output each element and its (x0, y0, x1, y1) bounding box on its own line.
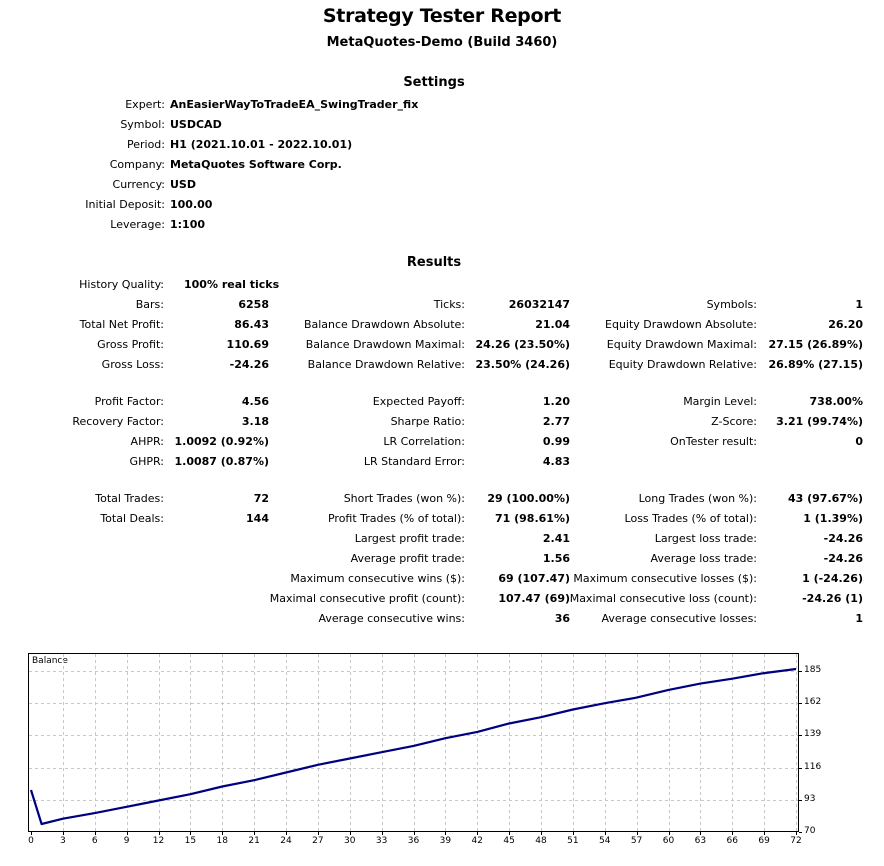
result-label: AHPR: (130, 435, 164, 448)
result-label: Average loss trade: (650, 552, 757, 565)
result-label: Profit Trades (% of total): (327, 512, 465, 525)
result-label: Recovery Factor: (72, 415, 164, 428)
result-value: 26.89% (27.15) (768, 358, 863, 371)
result-value: 100% real ticks (184, 278, 280, 291)
result-label: Total Net Profit: (79, 318, 164, 331)
x-tick-label: 69 (758, 836, 770, 846)
y-tick-label: 70 (804, 826, 816, 836)
chart-title: Balance (32, 656, 68, 666)
result-value: -24.26 (229, 358, 269, 371)
x-tick-label: 45 (503, 836, 515, 846)
result-value: 43 (97.67%) (787, 492, 863, 505)
result-label: GHPR: (129, 455, 164, 468)
result-value: 3.18 (241, 415, 269, 428)
result-value: 3.21 (99.74%) (776, 415, 863, 428)
x-tick-label: 36 (407, 836, 420, 846)
result-label: Balance Drawdown Maximal: (305, 338, 465, 351)
result-label: Largest loss trade: (654, 532, 757, 545)
x-tick-label: 48 (535, 836, 547, 846)
x-tick-label: 72 (790, 836, 802, 846)
result-label: Balance Drawdown Relative: (307, 358, 465, 371)
result-value: -24.26 (1) (802, 592, 863, 605)
y-tick-label: 162 (804, 697, 822, 708)
result-label: Maximum consecutive wins ($): (290, 572, 465, 585)
result-value: 21.04 (535, 318, 570, 331)
results-heading: Results (406, 255, 462, 270)
result-value: 2.77 (542, 415, 570, 428)
result-value: 27.15 (26.89%) (768, 338, 863, 351)
x-tick-label: 63 (694, 836, 707, 846)
result-value: 110.69 (226, 338, 269, 351)
result-value: 1 (855, 298, 863, 311)
result-label: Profit Factor: (94, 395, 164, 408)
settings-label: Company: (109, 158, 165, 171)
result-value: 69 (107.47) (498, 572, 570, 585)
result-label: Average consecutive losses: (601, 612, 757, 625)
result-value: 1.20 (542, 395, 570, 408)
x-tick-label: 30 (344, 836, 356, 846)
settings-heading: Settings (403, 75, 465, 90)
result-value: 1 (1.39%) (803, 512, 863, 525)
y-tick-label: 139 (804, 729, 822, 740)
result-label: Average profit trade: (350, 552, 465, 565)
x-tick-label: 66 (726, 836, 738, 846)
x-tick-label: 21 (248, 836, 260, 846)
settings-label: Leverage: (110, 218, 165, 231)
result-label: LR Standard Error: (363, 455, 465, 468)
x-tick-label: 18 (216, 836, 228, 846)
result-label: Gross Profit: (97, 338, 164, 351)
x-tick-label: 39 (439, 836, 452, 846)
result-label: Z-Score: (711, 415, 757, 428)
x-tick-label: 42 (471, 836, 483, 846)
x-tick-label: 0 (28, 836, 34, 846)
result-label: Ticks: (433, 298, 465, 311)
settings-label: Currency: (112, 178, 165, 191)
result-label: LR Correlation: (383, 435, 465, 448)
result-value: -24.26 (823, 532, 863, 545)
result-value: 72 (253, 492, 269, 505)
result-value: 6258 (238, 298, 269, 311)
report-title: Strategy Tester Report (322, 5, 562, 27)
settings-value: 100.00 (170, 198, 213, 211)
result-value: 1.0087 (0.87%) (174, 455, 269, 468)
result-label: Maximum consecutive losses ($): (573, 572, 757, 585)
result-value: 86.43 (234, 318, 269, 331)
result-label: Largest profit trade: (354, 532, 465, 545)
result-value: 23.50% (24.26) (475, 358, 570, 371)
settings-value: AnEasierWayToTradeEA_SwingTrader_fix (170, 98, 419, 111)
x-tick-label: 3 (60, 836, 66, 846)
result-value: 4.56 (241, 395, 269, 408)
settings-value: MetaQuotes Software Corp. (170, 158, 342, 171)
result-value: -24.26 (823, 552, 863, 565)
settings-value: H1 (2021.10.01 - 2022.10.01) (170, 138, 353, 151)
x-tick-label: 12 (152, 836, 165, 846)
x-tick-label: 51 (567, 836, 579, 846)
result-label: Bars: (135, 298, 164, 311)
x-tick-label: 15 (184, 836, 197, 846)
result-value: 0 (855, 435, 863, 448)
x-tick-label: 54 (599, 836, 611, 846)
result-label: Short Trades (won %): (343, 492, 465, 505)
result-label: Loss Trades (% of total): (624, 512, 757, 525)
x-tick-label: 27 (312, 836, 324, 846)
result-value: 144 (246, 512, 269, 525)
result-label: OnTester result: (670, 435, 757, 448)
result-label: Equity Drawdown Relative: (608, 358, 757, 371)
result-label: Maximal consecutive loss (count): (569, 592, 757, 605)
settings-value: USDCAD (170, 118, 222, 131)
result-label: Total Trades: (95, 492, 164, 505)
result-label: Symbols: (706, 298, 757, 311)
y-tick-label: 116 (804, 761, 822, 772)
result-value: 0.99 (542, 435, 570, 448)
result-label: History Quality: (79, 278, 164, 291)
result-label: Margin Level: (683, 395, 757, 408)
result-label: Sharpe Ratio: (390, 415, 465, 428)
settings-label: Symbol: (120, 118, 165, 131)
settings-label: Initial Deposit: (85, 198, 165, 211)
x-tick-label: 9 (123, 836, 130, 846)
settings-label: Period: (126, 138, 165, 151)
result-label: Maximal consecutive profit (count): (269, 592, 465, 605)
result-value: 71 (98.61%) (494, 512, 570, 525)
result-value: 1.56 (542, 552, 570, 565)
result-value: 26032147 (508, 298, 570, 311)
report-subtitle: MetaQuotes-Demo (Build 3460) (326, 35, 558, 50)
result-label: Total Deals: (100, 512, 164, 525)
result-label: Balance Drawdown Absolute: (303, 318, 465, 331)
settings-label: Expert: (125, 98, 165, 111)
x-tick-label: 33 (375, 836, 388, 846)
result-label: Long Trades (won %): (638, 492, 757, 505)
result-label: Average consecutive wins: (318, 612, 465, 625)
result-value: 107.47 (69) (498, 592, 570, 605)
x-tick-label: 24 (280, 836, 292, 846)
settings-value: USD (170, 178, 196, 191)
result-value: 1 (-24.26) (802, 572, 863, 585)
result-label: Equity Drawdown Absolute: (605, 318, 757, 331)
x-tick-label: 60 (662, 836, 675, 846)
result-value: 2.41 (542, 532, 570, 545)
result-label: Equity Drawdown Maximal: (606, 338, 757, 351)
result-value: 26.20 (828, 318, 863, 331)
result-value: 24.26 (23.50%) (475, 338, 570, 351)
result-value: 738.00% (809, 395, 863, 408)
y-tick-label: 185 (804, 665, 822, 675)
result-value: 36 (554, 612, 570, 625)
result-label: Gross Loss: (101, 358, 164, 371)
y-tick-label: 93 (804, 793, 816, 804)
x-tick-label: 57 (630, 836, 643, 846)
x-tick-label: 6 (91, 836, 98, 846)
settings-value: 1:100 (170, 218, 206, 231)
result-value: 1.0092 (0.92%) (174, 435, 269, 448)
result-value: 1 (855, 612, 863, 625)
result-value: 4.83 (542, 455, 570, 468)
result-label: Expected Payoff: (372, 395, 465, 408)
result-value: 29 (100.00%) (487, 492, 570, 505)
